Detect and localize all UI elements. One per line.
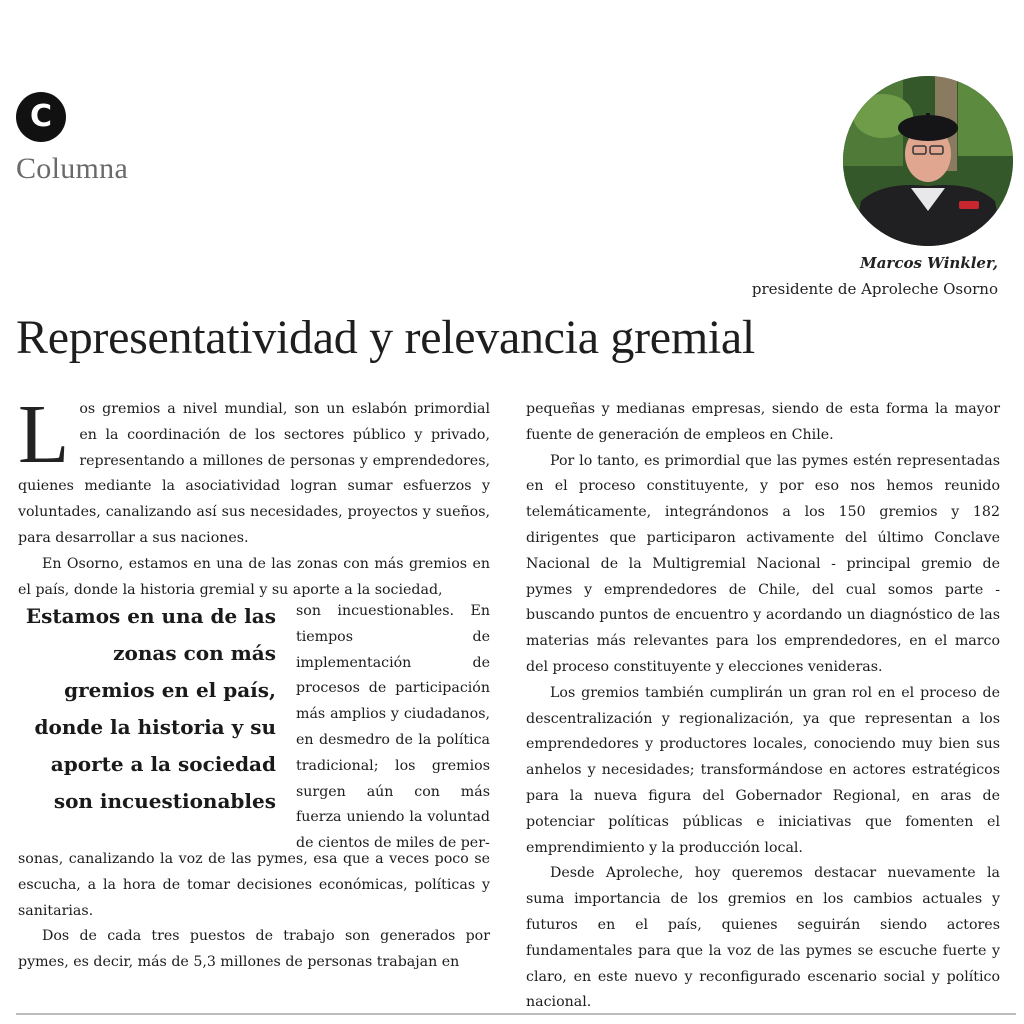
pull-quote: Estamos en una de las zonas con más gremios en el país, donde la historia y su aporte a la sociedad son incuestionables xyxy=(25,604,276,813)
drop-cap: L xyxy=(18,388,70,481)
paragraph-1-text: os gremios a nivel mundial, son un eslabón primordial en la coordinación de los sectores público y privado, representando a millones de personas y emprendedores, quienes mediante la asociatividad logran sumar esfuerzos y voluntades, canalizando así sus necesidades, proyectos y sueños, para desarrollar a sus naciones. xyxy=(18,401,490,546)
author-role: presidente de Aproleche Osorno xyxy=(751,280,998,298)
paragraph-2-start: En Osorno, estamos en una de las zonas con más gremios en el país, donde la historia gremial y su aporte a la sociedad, xyxy=(18,555,490,598)
headline: Representatividad y relevancia gremial xyxy=(16,311,755,364)
section-label: Columna xyxy=(16,152,129,185)
paragraph-4: Por lo tanto, es primordial que las pymes estén representadas en el proceso constituyente, y por eso nos hemos reunido telemáticamente, integrándonos a los 150 gremios y 182 dirigentes que participaron activamente del último Conclave Nacional de la Multigremial Nacional - principal gremio de pymes y emprendedores de Chile, del cual somos parte - buscando puntos de encuentro y acordando un diagnóstico de las materias más relevantes para los emprendedores, en el marco del proceso constituyente y elecciones venideras. xyxy=(526,452,1000,675)
author-portrait-image xyxy=(843,76,1013,246)
paragraph-1 xyxy=(18,388,490,552)
author-photo xyxy=(843,76,1013,246)
paragraph-2-end: sonas, canalizando la voz de las pymes, esa que a veces poco se escucha, a la hora de tomar decisiones económicas, políticas y sanitarias. xyxy=(18,851,490,919)
article-column-narrow xyxy=(296,599,490,857)
paragraph-6: Desde Aproleche, hoy queremos destacar nuevamente la suma importancia de los gremios en los cambios actuales y futuros en el país, quienes seguirán siendo actores fundamentales para que la voz de las pymes se escuche fuerte y claro, en este nuevo y reconfigurado escenario social y político nacional. xyxy=(526,865,1000,1011)
paragraph-3-end: pequeñas y medianas empresas, siendo de esta forma la mayor fuente de generación de empleos en Chile. xyxy=(526,401,1000,443)
article-column-left-bottom xyxy=(18,847,490,976)
author-name: Marcos Winkler, xyxy=(860,254,998,272)
paragraph-2-middle: son incuestionables. En tiempos de implementación de procesos de participación más amplios y ciudadanos, en desmedro de la política tradicional; los gremios surgen aún con más fuerza uniendo la voluntad de cientos de miles de per- xyxy=(296,603,490,852)
paragraph-5: Los gremios también cumplirán un gran rol en el proceso de descentralización y regionalización, ya que representan a los emprendedores y productores locales, conociendo muy bien sus anhelos y necesidades; transformándose en actores estratégicos para la nueva figura del Gobernador Regional, en aras de potenciar políticas públicas e iniciativas que fomenten el emprendimiento y la producción local. xyxy=(526,684,1000,856)
section-badge: C xyxy=(16,92,66,142)
paragraph-3-start: Dos de cada tres puestos de trabajo son generados por pymes, es decir, más de 5,3 millones de personas trabajan en xyxy=(18,928,490,971)
author-byline xyxy=(752,250,998,302)
footer-divider xyxy=(16,1013,1016,1015)
article-column-right xyxy=(526,397,1000,1016)
article-column-left-top xyxy=(18,388,490,603)
